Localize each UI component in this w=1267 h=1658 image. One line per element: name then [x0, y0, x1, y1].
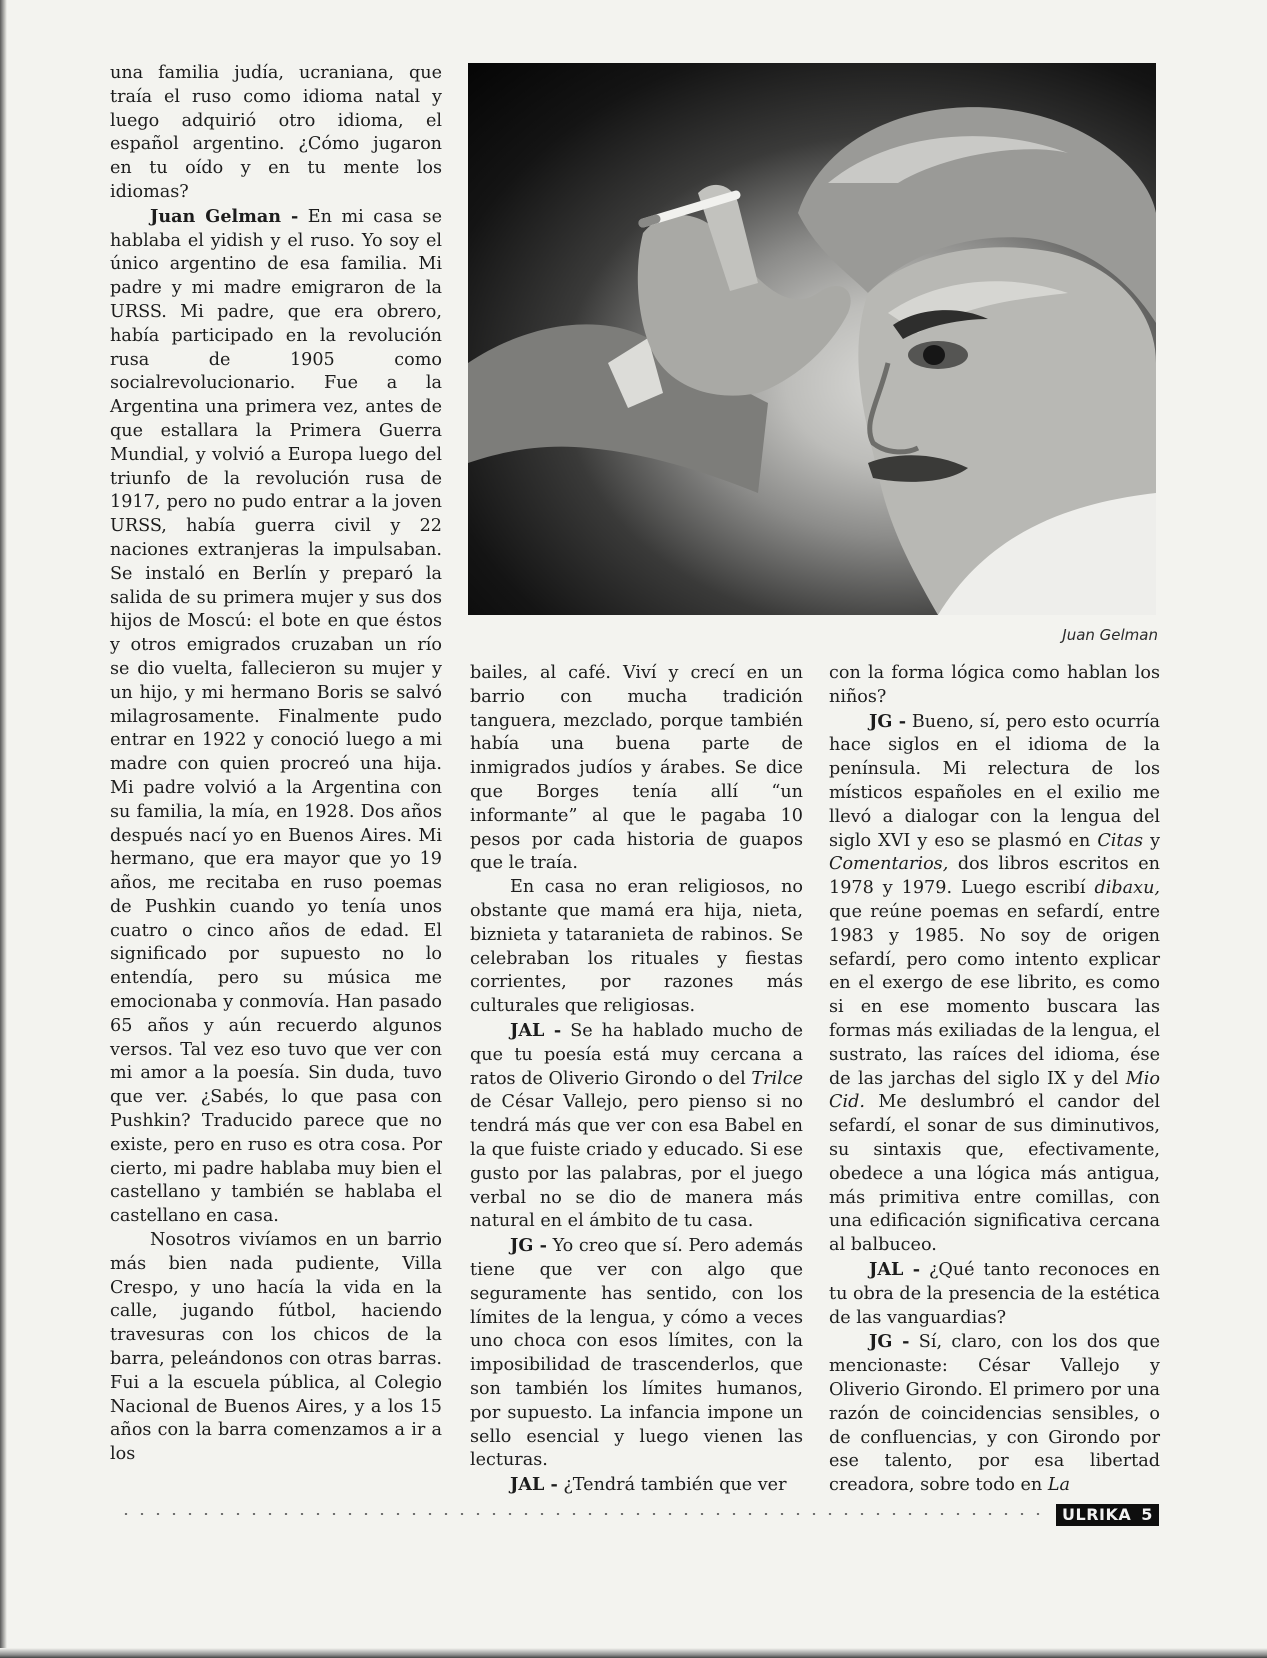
folio-badge — [1056, 1504, 1159, 1526]
book-title: Citas — [1097, 830, 1144, 851]
speaker-label: JG - — [510, 1235, 547, 1257]
text-column-3 — [829, 662, 1160, 1498]
portrait-photo — [468, 63, 1156, 615]
speaker-label: JG - — [869, 710, 906, 732]
text-column-1 — [110, 62, 442, 1467]
speaker-label: JAL - — [869, 1258, 921, 1280]
book-title: Mio Cid. — [829, 1068, 1160, 1113]
page-number: 5 — [1141, 1505, 1153, 1524]
paragraph: JAL - ¿Qué tanto reconoces en tu obra de la presencia de la estética de las vanguardias? — [829, 1258, 1160, 1328]
book-title: Trilce — [751, 1068, 803, 1089]
paragraph: JG - Bueno, sí, pero esto ocurría hace siglos en el idioma de la península. Mi relectura de los místicos españoles en el exilio me llevó a dialogar con la lengua del siglo XVI y eso se plasmó en Citas y Comentarios, dos libros escritos en 1978 y 1979. Luego escribí dibaxu, que reúne poemas en sefardí, entre 1983 y 1985. No soy de origen sefardí, pero como intento explicar en el exergo de ese librito, es como si en ese momento buscara las formas más exiliadas de la lengua, el sustrato, las raíces del idioma, ése de las jarchas del siglo IX y del Mio Cid. Me deslumbró el candor del sefardí, el sonar de sus diminutivos, su sintaxis que, efectivamente, obedece a una lógica más antigua, más primitiva entre comillas, con una edificación significativa cercana al balbuceo. — [829, 710, 1161, 1256]
portrait-photo-drawing — [468, 63, 1156, 615]
speaker-label: JAL - — [510, 1019, 562, 1041]
magazine-name: ULRIKA — [1062, 1505, 1132, 1524]
book-title: Comentarios, — [829, 854, 949, 875]
page-scan-edge-left — [0, 0, 7, 1658]
paragraph: bailes, al café. Viví y crecí en un barrio con mucha tradición tanguera, mezclado, porque también había una buena parte de inmigrados judíos y árabes. Se dice que Borges tenía allí “un informante” al que le pagaba 10 pesos por cada historia de guapos que le traía. — [470, 663, 803, 874]
speaker-label: Juan Gelman - — [150, 205, 299, 227]
paragraph: JAL - Se ha hablado mucho de que tu poesía está muy cercana a ratos de Oliverio Girondo o del Trilce de César Vallejo, pero pienso si no tendrá más que ver con esa Babel en la que fuiste criado y educado. Si ese gusto por las palabras, por el juego verbal no se dio de manera más natural en el ámbito de tu casa. — [470, 1019, 803, 1232]
book-title: La — [1047, 1475, 1071, 1496]
text-column-2 — [470, 662, 803, 1498]
page-scan-edge-bottom — [0, 1648, 1267, 1658]
paragraph: JG - Sí, claro, con los dos que mencionaste: César Vallejo y Oliverio Girondo. El primero por una razón de coincidencias sensibles, o de confluencias, y con Girondo por ese talento, por esa libertad creadora, sobre todo en La — [829, 1331, 1160, 1496]
speaker-label: JG - — [869, 1331, 910, 1353]
paragraph: En casa no eran religiosos, no obstante que mamá era hija, nieta, biznieta y tataranieta de rabinos. Se celebraban los rituales y fiestas corrientes, por razones más culturales que religiosas. — [470, 877, 803, 1017]
paragraph: JAL - ¿Tendrá también que ver — [510, 1474, 787, 1496]
book-title: dibaxu, — [1094, 878, 1160, 899]
paragraph: una familia judía, ucraniana, que traía el ruso como idioma natal y luego adquirió otro idioma, el español argentino. ¿Cómo jugaron en tu oído y en tu mente los idiomas? — [110, 63, 442, 202]
footer-dotted-rule — [118, 1513, 1048, 1515]
speaker-label: JAL - — [510, 1474, 558, 1496]
paragraph: Nosotros vivíamos en un barrio más bien nada pudiente, Villa Crespo, y uno hacía la vida en la calle, jugando fútbol, haciendo travesuras con los chicos de la barra, peleándonos con otras barras. Fui a la escuela pública, al Colegio Nacional de Buenos Aires, y a los 15 años con la barra comenzamos a ir a los — [110, 1230, 442, 1465]
paragraph: con la forma lógica como hablan los niños? — [829, 663, 1160, 707]
photo-caption: Juan Gelman — [1062, 626, 1158, 644]
paragraph: Juan Gelman - En mi casa se hablaba el yidish y el ruso. Yo soy el único argentino de esa familia. Mi padre y mi madre emigraron de la URSS. Mi padre, que era obrero, había participado en la revolución rusa de 1905 como socialrevolucionario. Fue a la Argentina una primera vez, antes de que estallara la Primera Guerra Mundial, y volvió a Europa luego del triunfo de la revolución rusa de 1917, pero no pudo entrar a la joven URSS, había guerra civil y 22 naciones extranjeras la impulsaban. Se instaló en Berlín y preparó la salida de su primera mujer y sus dos hijos de Moscú: el bote en que éstos y otros emigrados cruzaban un río se dio vuelta, fallecieron su mujer y un hijo, y mi hermano Boris se salvó milagrosamente. Finalmente pudo entrar en 1922 y conoció luego a mi madre con quien procreó una hija. Mi padre volvió a la Argentina con su familia, la mía, en 1928. Dos años después nací yo en Buenos Aires. Mi hermano, que era mayor que yo 19 años, me recitaba en ruso poemas de Pushkin cuando yo tenía unos cuatro o cinco años de edad. El significado por supuesto no lo entendía, pero su música me emocionaba y conmovía. Han pasado 65 años y aún recuerdo algunos versos. Tal vez eso tuvo que ver con mi amor a la poesía. Sin duda, tuvo que ver. ¿Sabés, lo que pasa con Pushkin? Traducido parece que no existe, pero en ruso es otra cosa. Por cierto, mi padre hablaba muy bien el castellano y también se hablaba el castellano en casa. — [110, 205, 442, 1227]
paragraph: JG - Yo creo que sí. Pero además tiene que ver con algo que seguramente has sentido, con los límites de la lengua, y cómo a veces uno choca con esos límites, con la imposibilidad de trascenderlos, que son también los límites humanos, por supuesto. La infancia impone un sello esencial y luego vienen las lecturas. — [470, 1235, 803, 1471]
